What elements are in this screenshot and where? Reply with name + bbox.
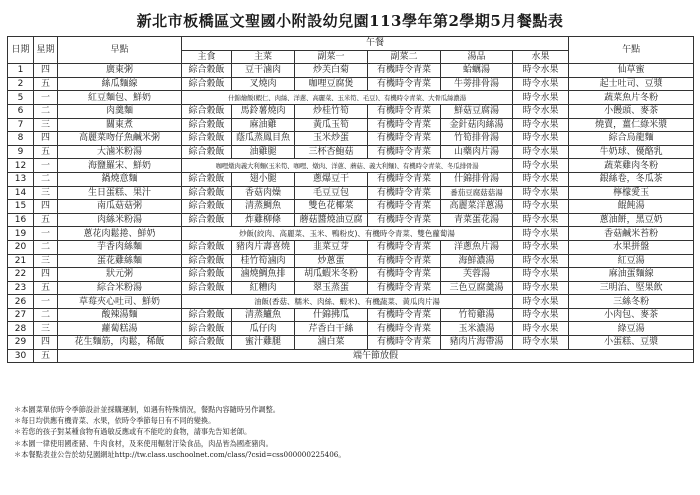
- cell-fruit: 時令水果: [513, 91, 569, 105]
- cell-side2: 有機時令青菜: [368, 200, 441, 214]
- cell-side2: 有機時令青菜: [368, 268, 441, 282]
- cell-side2: 有機時令青菜: [368, 240, 441, 254]
- cell-soup: 金針菇肉絲湯: [441, 118, 513, 132]
- cell-fruit: 時令水果: [513, 254, 569, 268]
- table-row-holiday: [8, 349, 694, 363]
- note-line: ＊本園菜單依時令季節設計並採購運制，如遇有特殊情況，餐點內容隨時另作調整。: [14, 405, 280, 414]
- cell-soup: 牛蒡排骨湯: [441, 77, 513, 91]
- cell-weekday: 四: [34, 268, 58, 282]
- cell-fruit: 時令水果: [513, 336, 569, 350]
- cell-weekday: 五: [34, 281, 58, 295]
- cell-side1: 胡瓜蝦米冬粉: [295, 268, 368, 282]
- cell-staple: 綜合穀飯: [182, 104, 232, 118]
- table-row: [8, 240, 694, 254]
- cell-date: 8: [8, 132, 34, 146]
- cell-date: 5: [8, 91, 34, 105]
- cell-main-dish: 瓜仔肉: [232, 322, 295, 336]
- cell-weekday: 四: [34, 132, 58, 146]
- cell-staple: 綜合穀飯: [182, 77, 232, 91]
- note-line: ＊每日均供應有機青菜、水果，依時令季節每日有不同的變換。: [14, 416, 216, 426]
- cell-afternoon: 三絲冬粉: [569, 295, 694, 309]
- cell-date: 13: [8, 172, 34, 186]
- cell-side2: 有機時令青菜: [368, 104, 441, 118]
- table-row: [8, 254, 694, 268]
- cell-breakfast: 大滷米粉湯: [58, 145, 182, 159]
- cell-staple: 綜合穀飯: [182, 186, 232, 200]
- cell-fruit: 時令水果: [513, 281, 569, 295]
- cell-weekday: 五: [34, 77, 58, 91]
- cell-breakfast: 蛋花雞絲麵: [58, 254, 182, 268]
- cell-lunch-merged: 炒飯(絞肉、高麗菜、玉米、鴨粉皮)、有機時令青菜、雙色蘿蔔湯: [182, 227, 513, 241]
- cell-staple: 綜合穀飯: [182, 172, 232, 186]
- cell-main-dish: 清蒸鱸魚: [232, 308, 295, 322]
- cell-side2: 有機時令青菜: [368, 145, 441, 159]
- cell-weekday: 三: [34, 186, 58, 200]
- cell-fruit: 時令水果: [513, 77, 569, 91]
- cell-main-dish: 桂竹筍滷肉: [232, 254, 295, 268]
- cell-afternoon: 麻油蛋麵線: [569, 268, 694, 282]
- cell-side1: 翠玉蒸蛋: [295, 281, 368, 295]
- cell-breakfast: 狀元粥: [58, 268, 182, 282]
- cell-soup: 鮮菇豆腐湯: [441, 104, 513, 118]
- cell-weekday: 四: [34, 336, 58, 350]
- table-row: [8, 200, 694, 214]
- cell-side1: 蔥爆豆干: [295, 172, 368, 186]
- cell-date: 12: [8, 159, 34, 173]
- cell-staple: 綜合穀飯: [182, 200, 232, 214]
- cell-fruit: 時令水果: [513, 308, 569, 322]
- cell-fruit: 時令水果: [513, 322, 569, 336]
- cell-afternoon: 燒賣，薑仁綠米漿: [569, 118, 694, 132]
- cell-fruit: 時令水果: [513, 268, 569, 282]
- cell-date: 14: [8, 186, 34, 200]
- cell-side1: 炒芙白菊: [295, 64, 368, 78]
- cell-side1: 炒蔥蛋: [295, 254, 368, 268]
- cell-afternoon: 蔬菜魚片冬粉: [569, 91, 694, 105]
- cell-staple: 綜合穀飯: [182, 145, 232, 159]
- cell-breakfast: 蔥花肉鬆捲、鮮奶: [58, 227, 182, 241]
- note-line: ＊本餐點表並公告於幼兒園網址http://tw.class.uschoolnet.com/class/?csid=css000000225406。: [14, 449, 346, 459]
- cell-soup: 芙蓉湯: [441, 268, 513, 282]
- cell-breakfast: 生日蛋糕、果汁: [58, 186, 182, 200]
- cell-main-dish: 油雞腿: [232, 145, 295, 159]
- table-row: [8, 104, 694, 118]
- cell-main-dish: 翅小腿: [232, 172, 295, 186]
- note-line: ＊若您的孩子對某種食物有過敏反應或有不能吃的食物，請事先告知老師。: [14, 427, 252, 437]
- cell-weekday: 三: [34, 118, 58, 132]
- cell-main-dish: 叉燒肉: [232, 77, 295, 91]
- table-row: [8, 281, 694, 295]
- cell-weekday: 二: [34, 172, 58, 186]
- cell-side2: 有機時令青菜: [368, 132, 441, 146]
- note-line: ＊本園一律使用國產豬、牛肉食材，及來使用輻射汙染食品，肉品皆為國產豬肉。: [14, 438, 273, 448]
- cell-soup: 竹筍雞湯: [441, 308, 513, 322]
- cell-date: 28: [8, 322, 34, 336]
- cell-soup: 海鮮濃湯: [441, 254, 513, 268]
- cell-weekday: 一: [34, 91, 58, 105]
- cell-date: 1: [8, 64, 34, 78]
- cell-main-dish: 香菇肉燥: [232, 186, 295, 200]
- header-staple: 主食: [182, 50, 232, 64]
- table-row: [8, 118, 694, 132]
- table-row: [8, 308, 694, 322]
- cell-soup: 竹筍排骨湯: [441, 132, 513, 146]
- cell-staple: 綜合穀飯: [182, 213, 232, 227]
- cell-weekday: 四: [34, 64, 58, 78]
- cell-main-dish: 清蒸鯛魚: [232, 200, 295, 214]
- table-row: [8, 186, 694, 200]
- header-fruit: 水果: [513, 50, 569, 64]
- cell-holiday: 端午節放假: [58, 349, 694, 363]
- table-row: [8, 91, 694, 105]
- cell-afternoon: 綜合烏龍麵: [569, 132, 694, 146]
- cell-date: 30: [8, 349, 34, 363]
- header-lunch: 午餐: [182, 37, 569, 51]
- cell-date: 22: [8, 268, 34, 282]
- cell-side1: 芹香白干絲: [295, 322, 368, 336]
- cell-afternoon: 仙草蜜: [569, 64, 694, 78]
- cell-lunch-merged: 什錦燴飯(蝦仁、肉絲、洋蔥、高麗菜、玉米筍、毛豆)、有機時令青菜、大骨瓜絲濃湯: [182, 91, 513, 105]
- cell-side1: 蘑菇醬燒油豆腐: [295, 213, 368, 227]
- cell-afternoon: 香菇鹹米苔粉: [569, 227, 694, 241]
- table-row: [8, 227, 694, 241]
- cell-afternoon: 蔥油餅，黑豆奶: [569, 213, 694, 227]
- cell-breakfast: 酸辣湯麵: [58, 308, 182, 322]
- cell-side1: 黃瓜玉筍: [295, 118, 368, 132]
- header-afternoon: 午點: [569, 37, 694, 64]
- cell-fruit: 時令水果: [513, 159, 569, 173]
- cell-fruit: 時令水果: [513, 64, 569, 78]
- cell-side2: 有機時令青菜: [368, 336, 441, 350]
- cell-afternoon: 紅豆湯: [569, 254, 694, 268]
- cell-date: 21: [8, 254, 34, 268]
- cell-weekday: 二: [34, 240, 58, 254]
- cell-main-dish: 滷燒鯛魚排: [232, 268, 295, 282]
- cell-afternoon: 銀絲卷，冬瓜茶: [569, 172, 694, 186]
- cell-staple: 綜合穀飯: [182, 132, 232, 146]
- table-row: [8, 322, 694, 336]
- cell-date: 6: [8, 104, 34, 118]
- cell-soup: 洋蔥魚片湯: [441, 240, 513, 254]
- cell-breakfast: 關東煮: [58, 118, 182, 132]
- table-row: [8, 145, 694, 159]
- page-title: 新北市板橋區文聖國小附設幼兒園113學年第2學期5月餐點表: [136, 12, 564, 30]
- cell-date: 27: [8, 308, 34, 322]
- cell-side2: 有機時令青菜: [368, 254, 441, 268]
- cell-side2: 有機時令青菜: [368, 77, 441, 91]
- cell-weekday: 四: [34, 200, 58, 214]
- cell-main-dish: 炸雞柳條: [232, 213, 295, 227]
- cell-soup: 玉米濃湯: [441, 322, 513, 336]
- cell-weekday: 一: [34, 295, 58, 309]
- cell-side2: 有機時令青菜: [368, 213, 441, 227]
- cell-date: 9: [8, 145, 34, 159]
- cell-main-dish: 馬鈴薯燒肉: [232, 104, 295, 118]
- cell-weekday: 一: [34, 227, 58, 241]
- cell-afternoon: 牛奶球、優酪乳: [569, 145, 694, 159]
- cell-afternoon: 小饅頭、麥茶: [569, 104, 694, 118]
- cell-date: 2: [8, 77, 34, 91]
- cell-afternoon: 餛飩湯: [569, 200, 694, 214]
- cell-afternoon: 起士吐司、豆漿: [569, 77, 694, 91]
- cell-breakfast: 肉羹麵: [58, 104, 182, 118]
- cell-breakfast: 芋香肉絲麵: [58, 240, 182, 254]
- cell-fruit: 時令水果: [513, 200, 569, 214]
- cell-weekday: 五: [34, 145, 58, 159]
- cell-breakfast: 鍋燒意麵: [58, 172, 182, 186]
- cell-side1: 韭菜豆芽: [295, 240, 368, 254]
- table-row: [8, 295, 694, 309]
- cell-afternoon: 水果拼盤: [569, 240, 694, 254]
- cell-fruit: 時令水果: [513, 295, 569, 309]
- cell-side1: 毛豆豆包: [295, 186, 368, 200]
- header-main-dish: 主菜: [232, 50, 295, 64]
- cell-staple: 綜合穀飯: [182, 254, 232, 268]
- cell-weekday: 三: [34, 254, 58, 268]
- cell-soup: 高麗菜洋蔥湯: [441, 200, 513, 214]
- cell-afternoon: 綠豆湯: [569, 322, 694, 336]
- cell-side2: 有機時令青菜: [368, 281, 441, 295]
- cell-afternoon: 檸檬愛玉: [569, 186, 694, 200]
- cell-side1: 三杯杏鮑菇: [295, 145, 368, 159]
- cell-date: 29: [8, 336, 34, 350]
- cell-side2: 有機時令青菜: [368, 118, 441, 132]
- header-soup: 湯品: [441, 50, 513, 64]
- cell-soup: 什錦排骨湯: [441, 172, 513, 186]
- cell-fruit: 時令水果: [513, 132, 569, 146]
- cell-fruit: 時令水果: [513, 104, 569, 118]
- cell-breakfast: 肉絲米粉湯: [58, 213, 182, 227]
- cell-side1: 炒桂竹筍: [295, 104, 368, 118]
- table-row: [8, 132, 694, 146]
- cell-soup: 山藥肉片湯: [441, 145, 513, 159]
- cell-fruit: 時令水果: [513, 145, 569, 159]
- cell-date: 19: [8, 227, 34, 241]
- cell-date: 16: [8, 213, 34, 227]
- cell-staple: 綜合穀飯: [182, 336, 232, 350]
- table-row: [8, 336, 694, 350]
- cell-staple: 綜合穀飯: [182, 322, 232, 336]
- header-weekday: 星期: [34, 37, 58, 64]
- cell-date: 23: [8, 281, 34, 295]
- cell-weekday: 一: [34, 159, 58, 173]
- cell-breakfast: 絲瓜麵線: [58, 77, 182, 91]
- cell-side2: 有機時令青菜: [368, 308, 441, 322]
- meal-table: [7, 36, 694, 363]
- cell-breakfast: 紅豆麵包、鮮奶: [58, 91, 182, 105]
- notes: [14, 404, 694, 460]
- cell-side1: 滷白菜: [295, 336, 368, 350]
- cell-soup: 青菜蛋花湯: [441, 213, 513, 227]
- cell-soup: 三色豆腐羹湯: [441, 281, 513, 295]
- table-row: [8, 159, 694, 173]
- cell-staple: 綜合穀飯: [182, 281, 232, 295]
- cell-breakfast: 高麗菜吻仔魚鹹米粥: [58, 132, 182, 146]
- cell-side2: 有機時令青菜: [368, 172, 441, 186]
- cell-breakfast: 廣東粥: [58, 64, 182, 78]
- cell-breakfast: 南瓜菇菇粥: [58, 200, 182, 214]
- cell-staple: 綜合穀飯: [182, 64, 232, 78]
- cell-weekday: 二: [34, 308, 58, 322]
- cell-lunch-merged: 油飯(香菇、糯米、肉絲、蝦米)、有機蔬菜、黃瓜肉片湯: [182, 295, 513, 309]
- cell-fruit: 時令水果: [513, 240, 569, 254]
- cell-fruit: 時令水果: [513, 186, 569, 200]
- cell-afternoon: 小肉包、麥茶: [569, 308, 694, 322]
- cell-lunch-merged: 咖哩燉肉義大利麵(玉米筍、咖哩、燉肉、洋蔥、蘑菇、義大利麵)、有機時令青菜、冬瓜排骨湯: [182, 159, 513, 173]
- cell-afternoon: 三明治、堅果飲: [569, 281, 694, 295]
- cell-date: 20: [8, 240, 34, 254]
- cell-staple: 綜合穀飯: [182, 240, 232, 254]
- cell-date: 15: [8, 200, 34, 214]
- cell-afternoon: 蔬菜雞肉冬粉: [569, 159, 694, 173]
- table-row: [8, 172, 694, 186]
- cell-breakfast: 海鹽羅宋、鮮奶: [58, 159, 182, 173]
- cell-main-dish: 蜜汁雞腿: [232, 336, 295, 350]
- cell-fruit: 時令水果: [513, 227, 569, 241]
- cell-fruit: 時令水果: [513, 118, 569, 132]
- cell-side1: 咖哩豆腐煲: [295, 77, 368, 91]
- header-date: 日期: [8, 37, 34, 64]
- cell-staple: 綜合穀飯: [182, 118, 232, 132]
- cell-breakfast: 蘿蔔糕湯: [58, 322, 182, 336]
- cell-afternoon: 小蛋糕、豆漿: [569, 336, 694, 350]
- cell-soup: 蛤蠣湯: [441, 64, 513, 78]
- cell-side2: 有機時令青菜: [368, 64, 441, 78]
- cell-weekday: 五: [34, 213, 58, 227]
- cell-staple: 綜合穀飯: [182, 308, 232, 322]
- cell-breakfast: 花生麵筋，肉鬆，稀飯: [58, 336, 182, 350]
- cell-side1: 雙色花椰菜: [295, 200, 368, 214]
- table-row: [8, 213, 694, 227]
- cell-fruit: 時令水果: [513, 172, 569, 186]
- cell-main-dish: 紅糟肉: [232, 281, 295, 295]
- cell-breakfast: 綜合米粉湯: [58, 281, 182, 295]
- cell-main-dish: 豬肉片壽喜燒: [232, 240, 295, 254]
- cell-breakfast: 草莓夾心吐司、鮮奶: [58, 295, 182, 309]
- cell-side1: 玉米炒蛋: [295, 132, 368, 146]
- table-row: [8, 268, 694, 282]
- cell-side2: 有機時令青菜: [368, 322, 441, 336]
- cell-weekday: 三: [34, 322, 58, 336]
- header-side2: 副菜二: [368, 50, 441, 64]
- cell-weekday: 二: [34, 104, 58, 118]
- cell-side2: 有機時令青菜: [368, 186, 441, 200]
- cell-soup: 豬肉片海帶湯: [441, 336, 513, 350]
- cell-date: 7: [8, 118, 34, 132]
- header-breakfast: 早點: [58, 37, 182, 64]
- cell-soup: 番茄豆腐菇菇湯: [441, 186, 513, 200]
- cell-staple: 綜合穀飯: [182, 268, 232, 282]
- cell-fruit: 時令水果: [513, 213, 569, 227]
- cell-main-dish: 豆干滷肉: [232, 64, 295, 78]
- header-side1: 副菜一: [295, 50, 368, 64]
- cell-weekday: 五: [34, 349, 58, 363]
- cell-main-dish: 麻油雞: [232, 118, 295, 132]
- cell-date: 26: [8, 295, 34, 309]
- table-row: [8, 64, 694, 78]
- table-row: [8, 77, 694, 91]
- cell-main-dish: 蔭瓜蒸鳳目魚: [232, 132, 295, 146]
- cell-side1: 什錦拂瓜: [295, 308, 368, 322]
